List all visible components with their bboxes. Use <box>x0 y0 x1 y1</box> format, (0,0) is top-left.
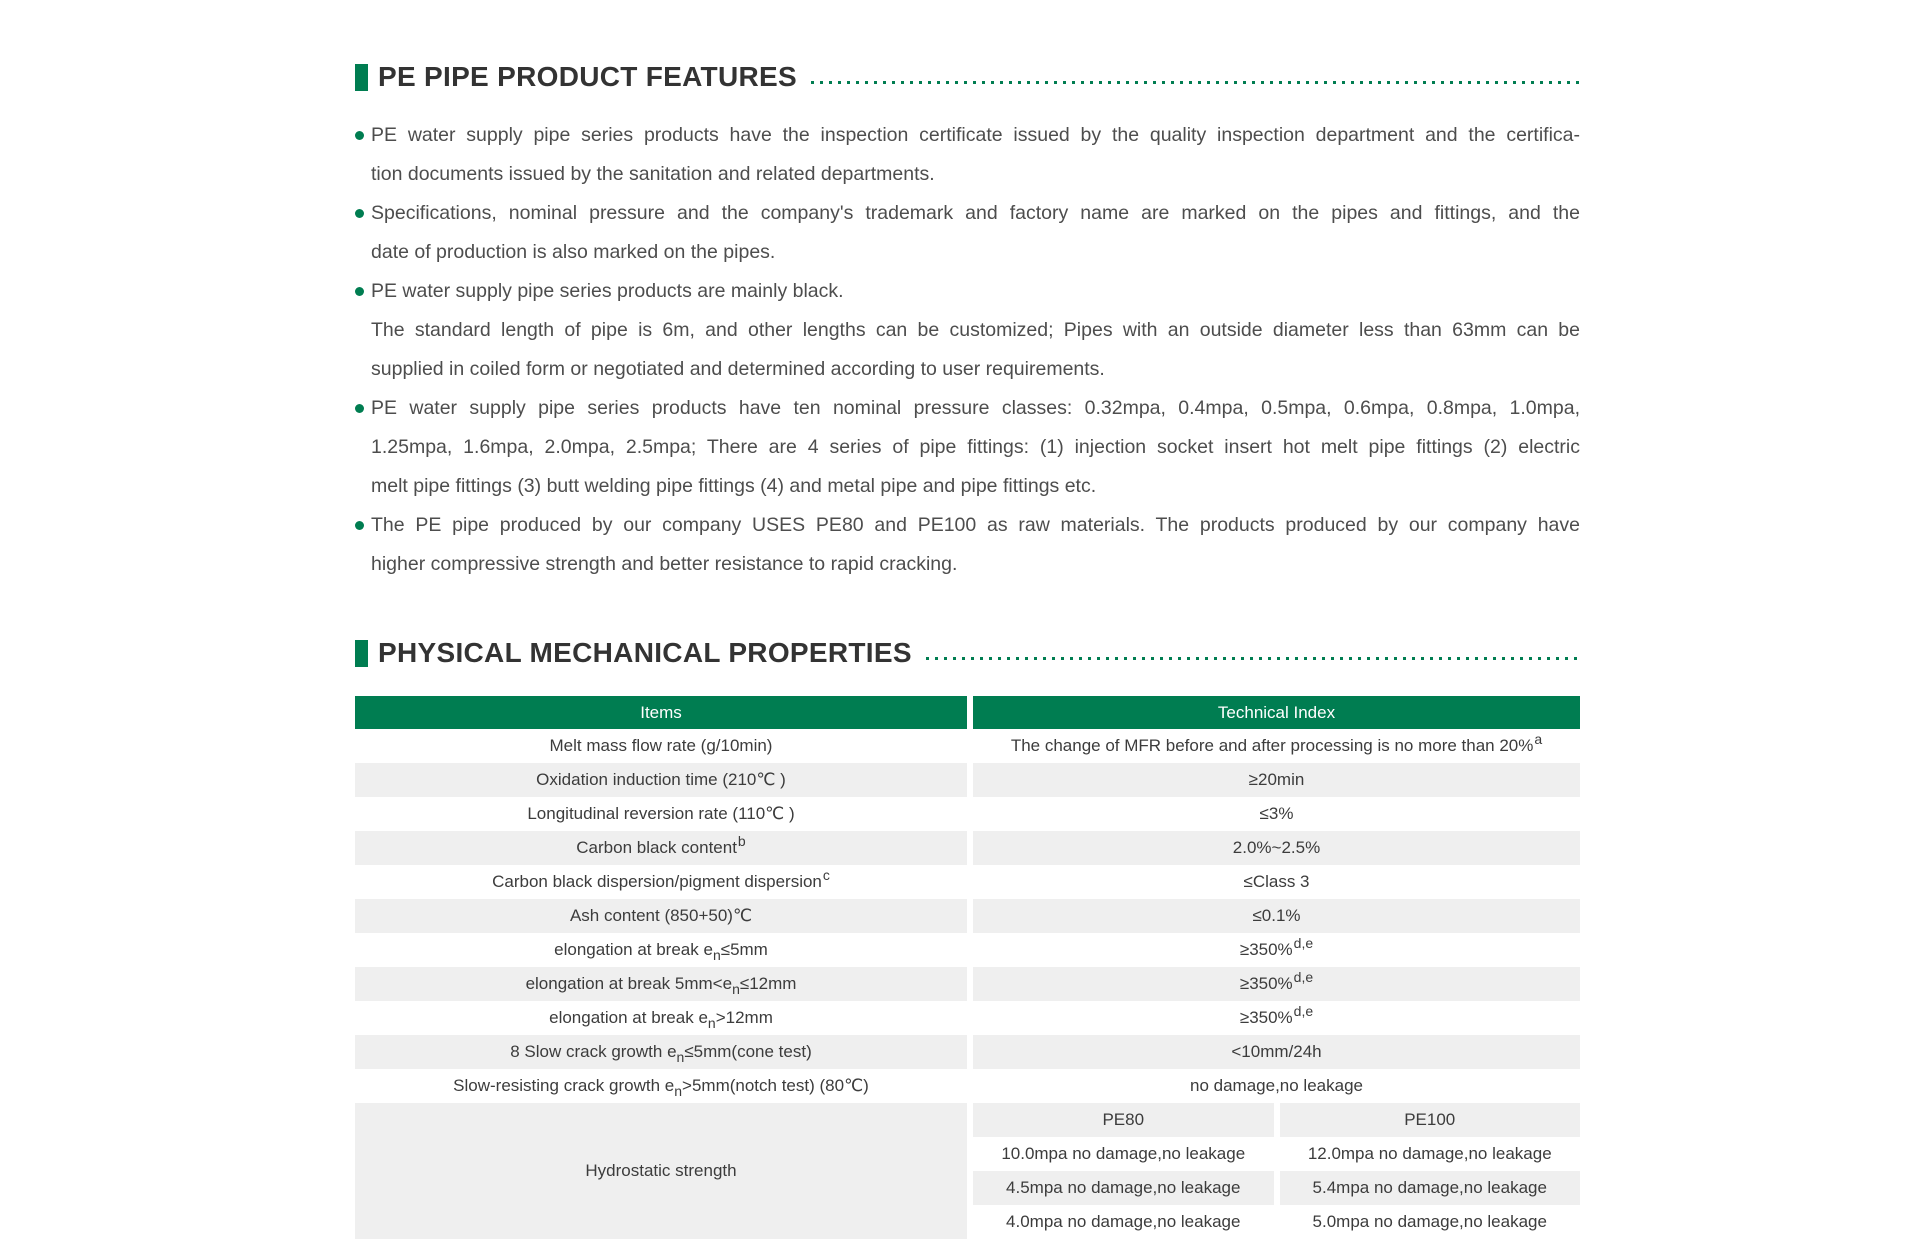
table-row <box>355 831 1580 865</box>
hydrostatic-strength-block <box>355 1103 1580 1239</box>
footnote-sup: d,e <box>1293 935 1314 951</box>
subscript-n: n <box>676 1049 685 1065</box>
bullet-dot-icon <box>355 404 364 413</box>
footnote-sup: d,e <box>1293 1003 1314 1019</box>
index-cell: ≤0.1% <box>973 899 1580 933</box>
table-row <box>355 729 1580 763</box>
list-item <box>355 389 1580 506</box>
properties-heading <box>355 636 1580 670</box>
section-features <box>355 60 1580 584</box>
dotted-divider <box>926 657 1580 660</box>
item-cell: Oxidation induction time (210℃ ) <box>355 763 967 797</box>
table-row <box>355 967 1580 1001</box>
index-cell: ≥350% $^{d,e}$ <box>973 967 1580 1001</box>
feature-line: The PE pipe produced by our company USES PE80 and PE100 as raw materials. The products produced by our company have <box>371 514 1580 536</box>
page-content <box>355 60 1580 1239</box>
list-item <box>355 506 1580 584</box>
pe80-value-cell: 10.0mpa no damage,no leakage <box>973 1137 1274 1171</box>
list-item <box>355 272 1580 389</box>
footnote-sup: c <box>822 867 830 883</box>
index-cell: ≤Class 3 <box>973 865 1580 899</box>
properties-table <box>355 696 1580 1239</box>
feature-line: The standard length of pipe is 6m, and other lengths can be customized; Pipes with an outside diameter less than 63mm can be <box>371 319 1580 341</box>
column-header-items: Items <box>355 696 967 729</box>
bullet-dot-icon <box>355 521 364 530</box>
dotted-divider <box>811 81 1580 84</box>
features-heading <box>355 60 1580 94</box>
feature-line: tion documents issued by the sanitation and related departments. <box>371 163 935 185</box>
feature-line: PE water supply pipe series products have the inspection certificate issued by the quality inspection department and the certifica- <box>371 124 1580 146</box>
item-cell: Slow-resisting crack growth e $_n$ >5mm(notch test) (80℃) <box>355 1069 967 1103</box>
section-marker <box>355 640 368 667</box>
feature-line: melt pipe fittings (3) butt welding pipe fittings (4) and metal pipe and pipe fittings etc. <box>371 475 1097 497</box>
table-row <box>973 1205 1580 1239</box>
index-cell: ≥350% $^{d,e}$ <box>973 933 1580 967</box>
pe80-header-cell: PE80 <box>973 1103 1274 1137</box>
table-row <box>355 797 1580 831</box>
pe80-value-cell: 4.0mpa no damage,no leakage <box>973 1205 1274 1239</box>
section-marker <box>355 64 368 91</box>
table-row <box>355 1035 1580 1069</box>
list-item <box>355 194 1580 272</box>
features-list <box>355 116 1580 584</box>
item-cell: elongation at break 5mm<e $_n$ ≤12mm <box>355 967 967 1001</box>
footnote-sup: d,e <box>1293 969 1314 985</box>
table-row <box>973 1171 1580 1205</box>
feature-line: supplied in coiled form or negotiated and determined according to user requirements. <box>371 358 1105 380</box>
subscript-n: n <box>732 981 740 997</box>
table-body <box>355 729 1580 1103</box>
index-cell: ≤3% <box>973 797 1580 831</box>
bullet-dot-icon <box>355 209 364 218</box>
index-cell: ≥350% $^{d,e}$ <box>973 1001 1580 1035</box>
subscript-n: n <box>674 1083 683 1099</box>
index-cell: ≥20min <box>973 763 1580 797</box>
feature-line: higher compressive strength and better resistance to rapid cracking. <box>371 553 958 575</box>
feature-line: date of production is also marked on the pipes. <box>371 241 776 263</box>
table-row <box>973 1103 1580 1137</box>
pe80-value-cell: 4.5mpa no damage,no leakage <box>973 1171 1274 1205</box>
item-cell: elongation at break e $_n$ ≤5mm <box>355 933 967 967</box>
feature-line: 1.25mpa, 1.6mpa, 2.0mpa, 2.5mpa; There are 4 series of pipe fittings: (1) injection socket insert hot melt pipe fittings (2) electric <box>371 436 1580 458</box>
features-title: PE PIPE PRODUCT FEATURES <box>378 61 797 92</box>
item-cell: elongation at break e $_n$ >12mm <box>355 1001 967 1035</box>
hydrostatic-values <box>973 1103 1580 1239</box>
bullet-dot-icon <box>355 287 364 296</box>
hydrostatic-label-cell: Hydrostatic strength <box>355 1103 967 1239</box>
properties-title: PHYSICAL MECHANICAL PROPERTIES <box>378 637 912 668</box>
feature-line: PE water supply pipe series products have ten nominal pressure classes: 0.32mpa, 0.4mpa, 0.5mpa, 0.6mpa, 0.8mpa, 1.0mpa, <box>371 397 1580 419</box>
item-cell: Melt mass flow rate (g/10min) <box>355 729 967 763</box>
item-cell: Ash content (850+50)℃ <box>355 899 967 933</box>
subscript-n: n <box>712 947 721 963</box>
subscript-n: n <box>707 1015 716 1031</box>
table-row <box>355 1001 1580 1035</box>
table-row <box>355 763 1580 797</box>
pe100-value-cell: 5.4mpa no damage,no leakage <box>1280 1171 1581 1205</box>
footnote-sup: b <box>737 833 746 849</box>
bullet-dot-icon <box>355 131 364 140</box>
pe100-value-cell: 12.0mpa no damage,no leakage <box>1280 1137 1581 1171</box>
feature-line: PE water supply pipe series products are mainly black. <box>371 280 844 302</box>
column-header-technical-index: Technical Index <box>973 696 1580 729</box>
pe100-value-cell: 5.0mpa no damage,no leakage <box>1280 1205 1581 1239</box>
table-row <box>355 933 1580 967</box>
section-properties <box>355 636 1580 1239</box>
item-cell: Carbon black dispersion/pigment dispersion $^c$ <box>355 865 967 899</box>
item-cell: Carbon black content $^b$ <box>355 831 967 865</box>
table-row <box>355 1069 1580 1103</box>
table-row <box>355 865 1580 899</box>
table-row <box>973 1137 1580 1171</box>
table-header-row <box>355 696 1580 729</box>
table-row <box>355 899 1580 933</box>
item-cell: Longitudinal reversion rate (110℃ ) <box>355 797 967 831</box>
item-cell: 8 Slow crack growth e $_n$ ≤5mm(cone test) <box>355 1035 967 1069</box>
index-cell: <10mm/24h <box>973 1035 1580 1069</box>
index-cell: The change of MFR before and after processing is no more than 20% $^a$ <box>973 729 1580 763</box>
feature-line: Specifications, nominal pressure and the company's trademark and factory name are marked on the pipes and fittings, and the <box>371 202 1580 224</box>
index-cell: 2.0%~2.5% <box>973 831 1580 865</box>
index-cell: no damage,no leakage <box>973 1069 1580 1103</box>
list-item <box>355 116 1580 194</box>
pe100-header-cell: PE100 <box>1280 1103 1581 1137</box>
footnote-sup: a <box>1534 731 1543 747</box>
